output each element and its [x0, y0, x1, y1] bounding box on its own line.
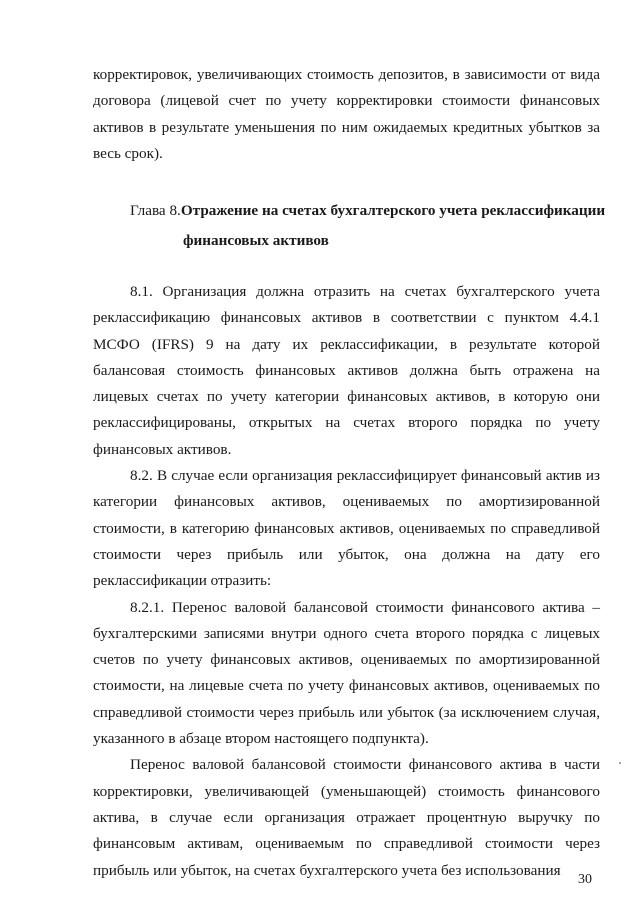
- chapter-heading-line1: [93, 196, 606, 226]
- paragraph-8-1: 8.1. Организация должна отразить на счетах бухгалтерского учета реклассификацию финансовых активов в соответствии с пунктом 4.4.1 МСФО (IFRS) 9 на дату их реклассификации, в результате которой балансовая стоимость финансовых активов должна быть отражена на лицевых счетах по учету категории финансовых активов, в которую они реклассифицированы, открытых на счетах второго порядка по учету финансовых активов.: [93, 283, 600, 458]
- chapter-number: Глава 8.: [130, 202, 181, 219]
- intro-paragraph-block: [93, 62, 600, 167]
- chapter-heading: [93, 196, 606, 256]
- paragraph-8-2-1: 8.2.1. Перенос валовой балансовой стоимости финансового актива – бухгалтерскими записями внутри одного счета второго порядка с лицевых счетов по учету финансовых активов, оцениваемых по амортизированной стоимости, на лицевые счета по учету финансовых активов, оцениваемых по справедливой стоимости через прибыль или убыток (за исключением случая, указанного в абзаце втором настоящего подпункта).: [93, 598, 600, 748]
- chapter-title-part2: финансовых активов: [183, 232, 329, 249]
- paragraph-8-2: 8.2. В случае если организация реклассифицирует финансовый актив из категории финансовых активов, оцениваемых по амортизированной стоимости, в категорию финансовых активов, оцениваемых по справедливой стоимости через прибыль или убыток, она должна на дату его реклассификации отразить:: [93, 467, 600, 590]
- intro-paragraph: корректировок, увеличивающих стоимость депозитов, в зависимости от вида договора (лицевой счет по учету корректировки стоимости финансовых активов в результате уменьшения по ним ожидаемых кредитных убытков за весь срок).: [93, 66, 600, 162]
- page-number: 30: [578, 872, 592, 887]
- body-text-block: [93, 279, 600, 884]
- paragraph-transfer: Перенос валовой балансовой стоимости финансового актива в части корректировки, увеличивающей (уменьшающей) стоимость финансового актива, в случае если организация отражает процентную выручку по финансовым активам, оцениваемым по справедливой стоимости через прибыль или убыток, на счетах бухгалтерского учета без использования: [93, 756, 600, 879]
- scan-speck: [619, 762, 621, 764]
- chapter-title-part1: Отражение на счетах бухгалтерского учета реклассификации: [180, 202, 606, 219]
